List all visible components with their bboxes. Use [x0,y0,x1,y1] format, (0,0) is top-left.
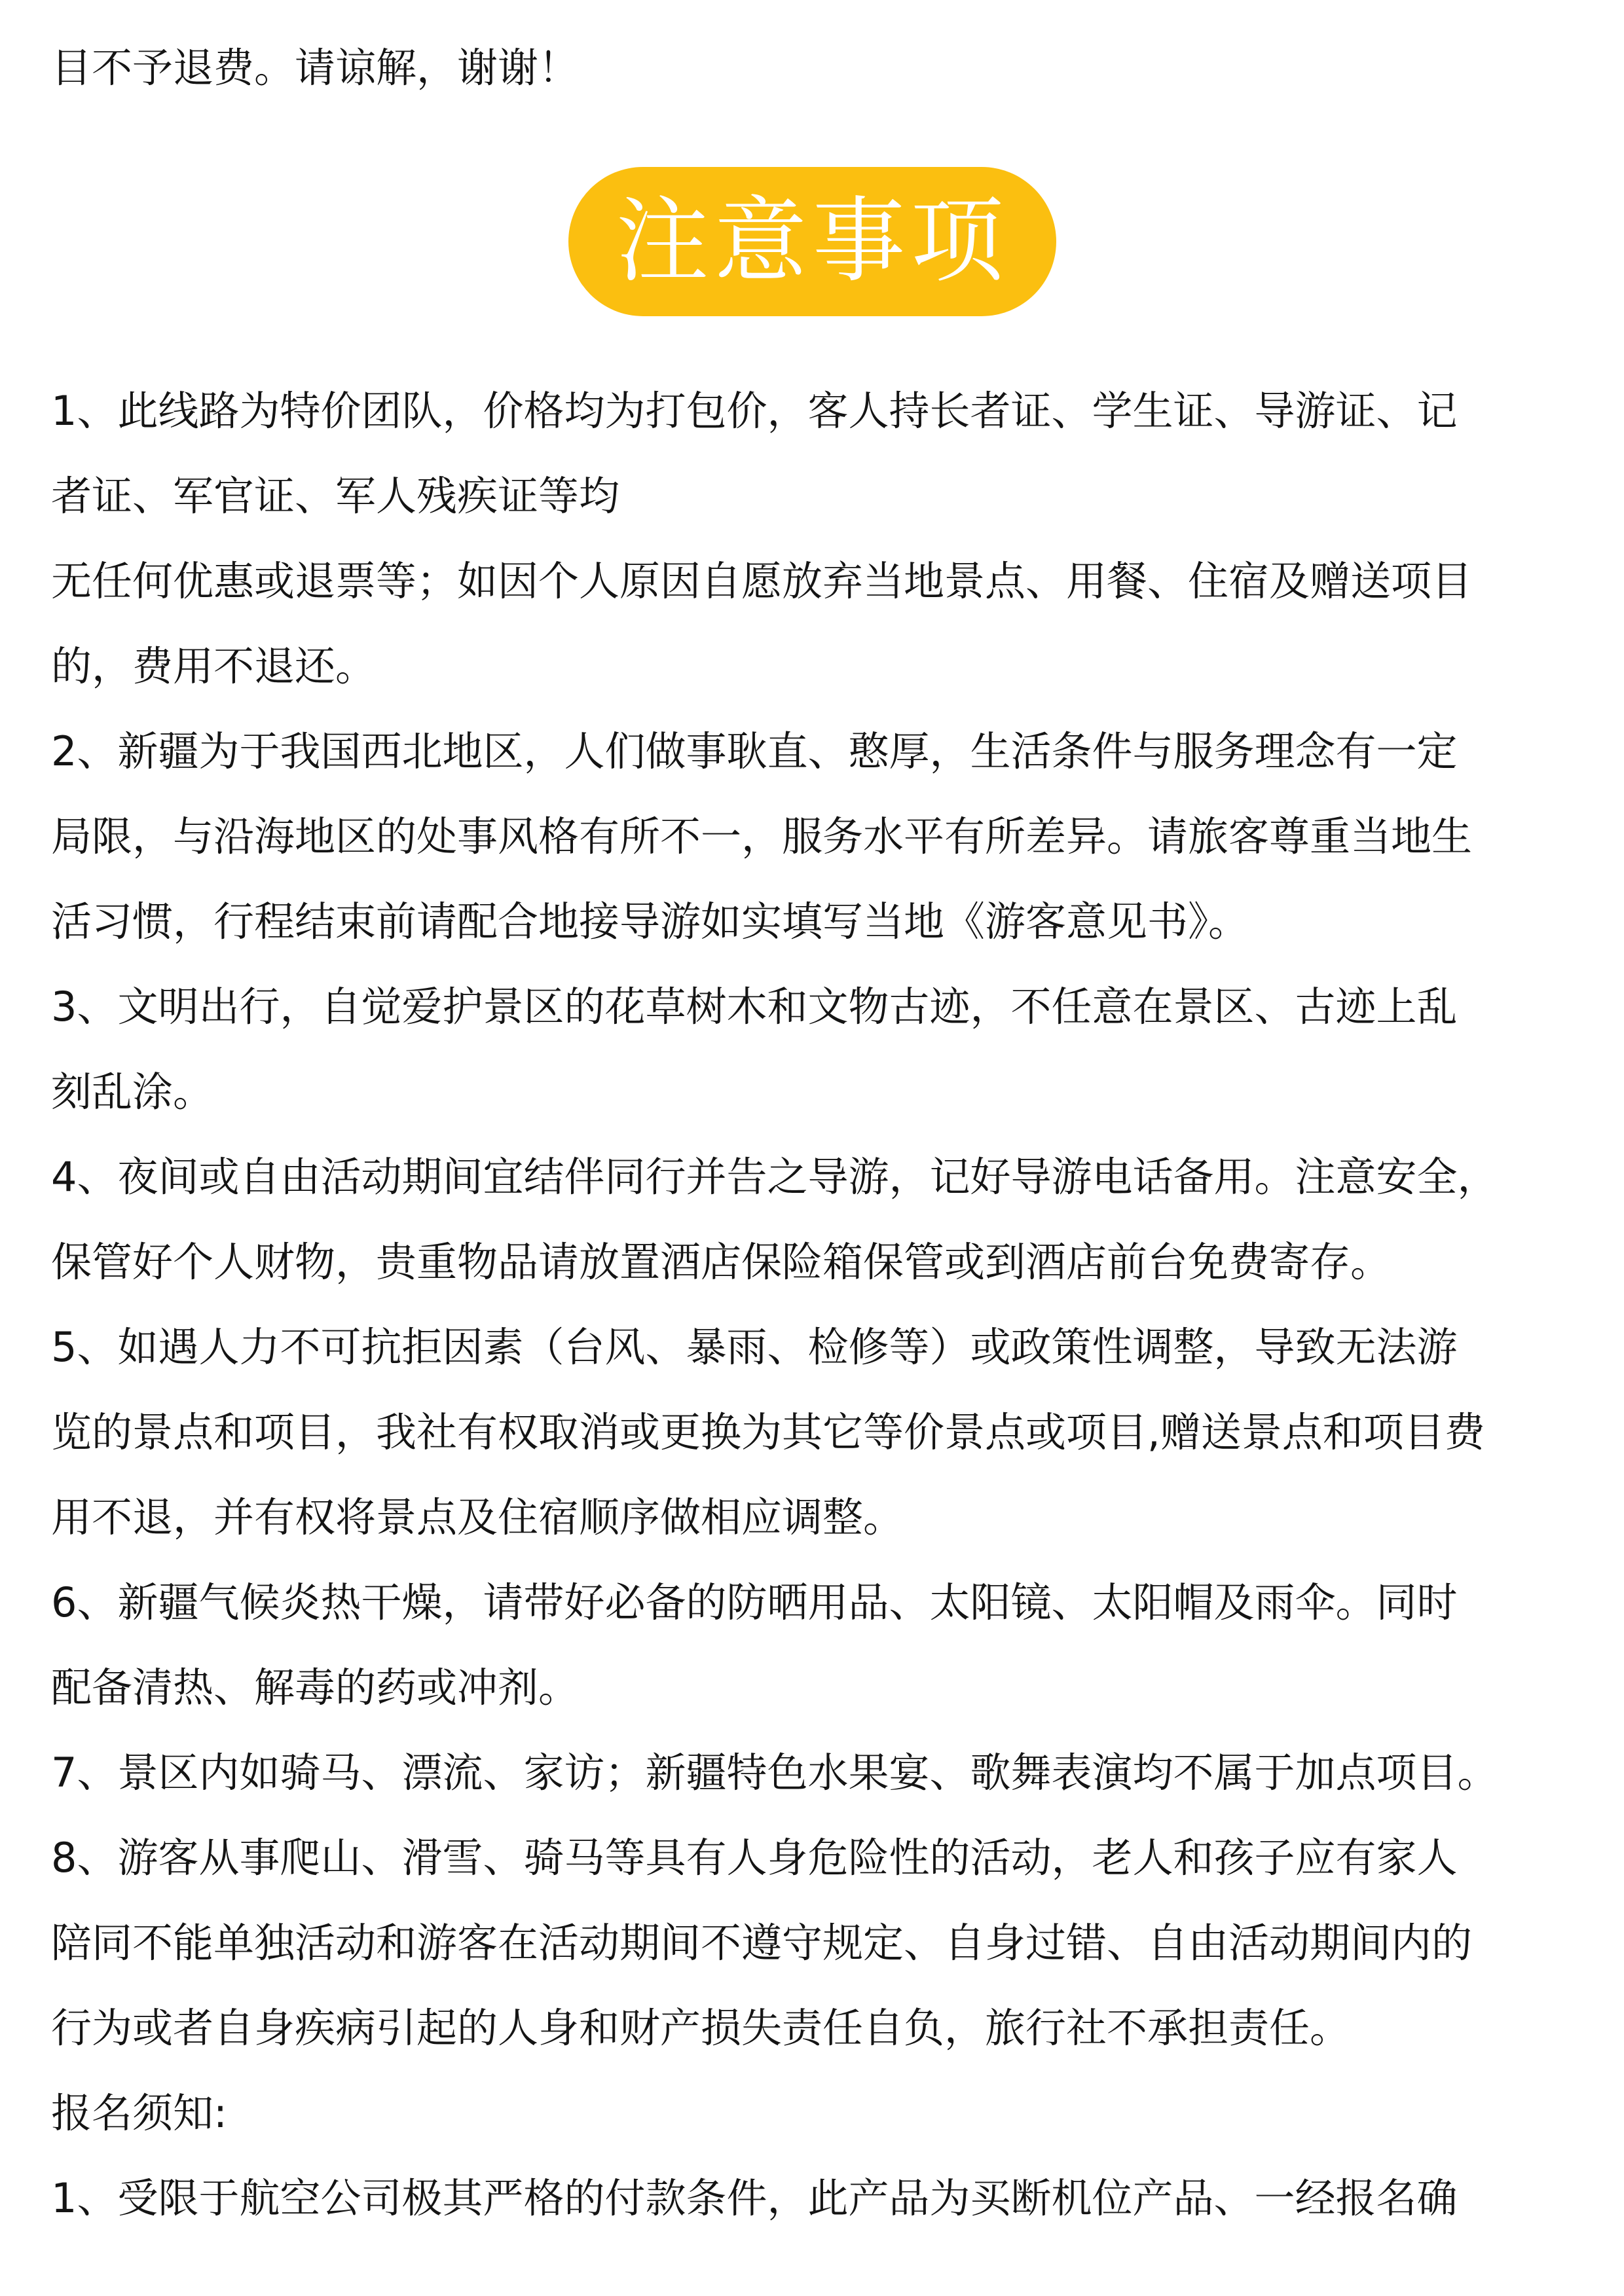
note-line: 览的景点和项目，我社有权取消或更换为其它等价景点或项目,赠送景点和项目费 [51,1408,1485,1456]
section-title-badge [568,167,1056,316]
note-line: 配备清热、解毒的药或冲剂。 [51,1664,580,1711]
note-line: 陪同不能单独活动和游客在活动期间不遵守规定、自身过错、自由活动期间内的 [51,1919,1473,1967]
note-line: 活习惯，行程结束前请配合地接导游如实填写当地《游客意见书》。 [51,898,1249,945]
registration-line: 1、受限于航空公司极其严格的付款条件，此产品为买断机位产品、一经报名确 [51,2174,1458,2222]
note-line: 局限，与沿海地区的处事风格有所不一，服务水平有所差异。请旅客尊重当地生 [51,812,1473,860]
note-line: 4、夜间或自由活动期间宜结伴同行并告之导游，记好导游电话备用。注意安全， [51,1153,1498,1201]
note-line: 无任何优惠或退票等；如因个人原因自愿放弃当地景点、用餐、住宿及赠送项目 [51,557,1473,605]
note-line: 行为或者自身疾病引起的人身和财产损失责任自负，旅行社不承担责任。 [51,2004,1351,2052]
section-title: 注意事项 [616,187,1009,295]
note-line: 3、文明出行，自觉爱护景区的花草树木和文物古迹，不任意在景区、古迹上乱 [51,983,1458,1030]
note-line: 者证、军官证、军人残疾证等均 [51,472,620,520]
note-line: 保管好个人财物，贵重物品请放置酒店保险箱保管或到酒店前台免费寄存。 [51,1238,1392,1286]
note-line: 5、如遇人力不可抗拒因素（台风、暴雨、检修等）或政策性调整，导致无法游 [51,1323,1458,1371]
note-line: 1、此线路为特价团队，价格均为打包价，客人持长者证、学生证、导游证、记 [51,387,1458,435]
registration-heading: 报名须知: [51,2089,227,2137]
note-line: 的，费用不退还。 [51,642,377,690]
top-line-text: 目不予退费。请谅解，谢谢！ [51,44,580,92]
note-line: 2、新疆为于我国西北地区，人们做事耿直、憨厚，生活条件与服务理念有一定 [51,727,1458,775]
note-line: 用不退，并有权将景点及住宿顺序做相应调整。 [51,1493,904,1541]
note-line: 6、新疆气候炎热干燥，请带好必备的防晒用品、太阳镜、太阳帽及雨伞。同时 [51,1578,1458,1626]
note-line: 8、游客从事爬山、滑雪、骑马等具有人身危险性的活动，老人和孩子应有家人 [51,1834,1458,1882]
note-line: 刻乱涂。 [51,1068,214,1116]
note-line: 7、景区内如骑马、漂流、家访；新疆特色水果宴、歌舞表演均不属于加点项目。 [51,1749,1498,1796]
